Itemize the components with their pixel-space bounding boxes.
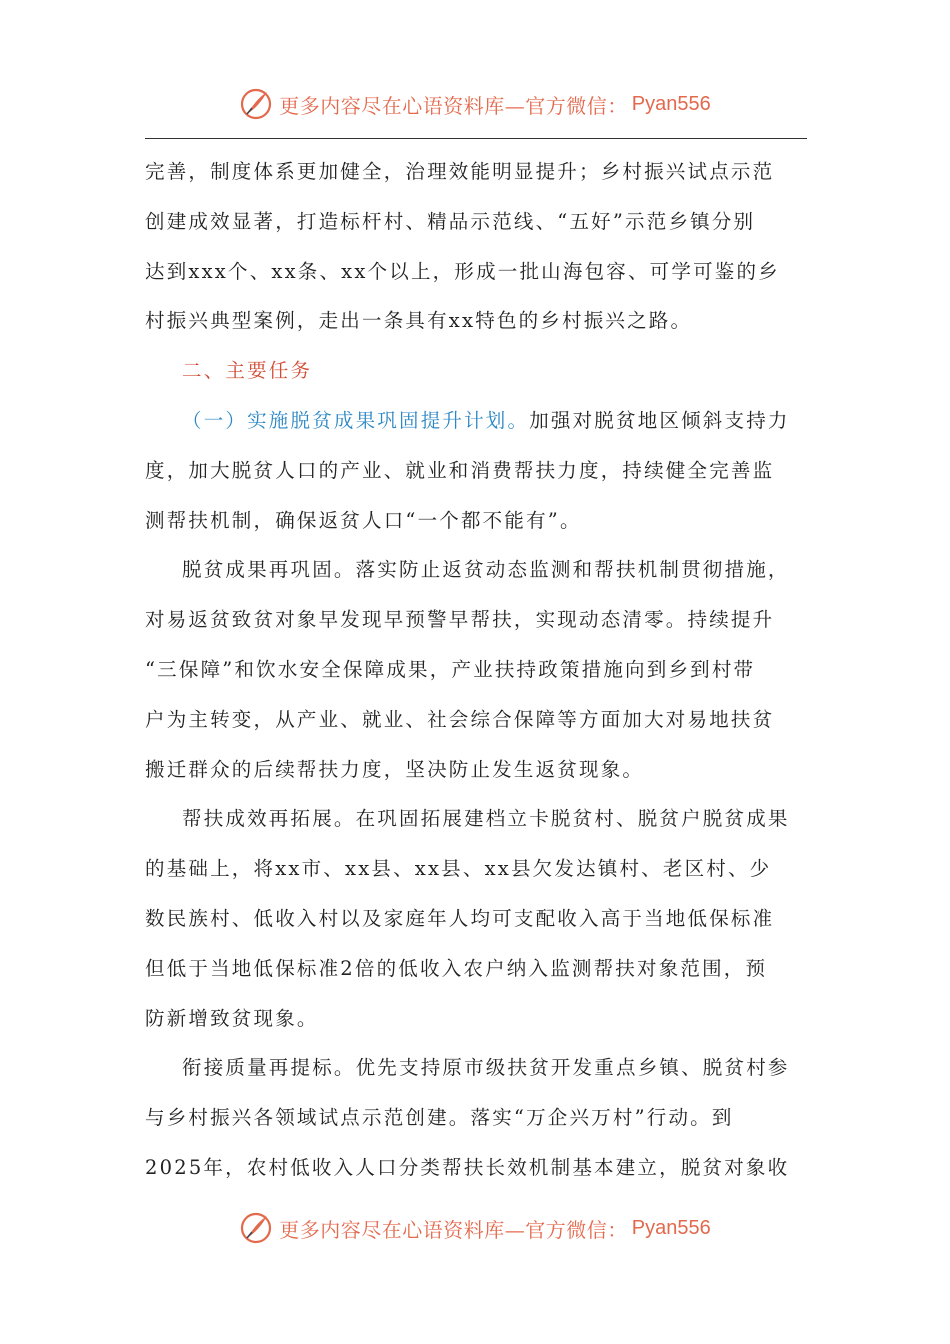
text-line: 数民族村、低收入村以及家庭年人均可支配收入高于当地低保标准 xyxy=(145,906,775,930)
subsection-heading: （一）实施脱贫成果巩固提升计划。 xyxy=(182,408,530,432)
text-line: 达到xxx个、xx条、xx个以上，形成一批山海包容、可学可鉴的乡 xyxy=(145,259,780,283)
section-heading: 二、主要任务 xyxy=(182,359,313,383)
footer-banner xyxy=(0,1208,950,1248)
footer-banner-wechat-id: Pyan556 xyxy=(631,1216,711,1239)
text-line: 的基础上，将xx市、xx县、xx县、xx县欠发达镇村、老区村、少 xyxy=(145,857,772,881)
text-line: 对易返贫致贫对象早发现早预警早帮扶，实现动态清零。持续提升 xyxy=(145,608,775,632)
header-banner xyxy=(0,84,950,124)
text-line: 与乡村振兴各领域试点示范创建。落实“万企兴万村”行动。到 xyxy=(145,1106,734,1130)
header-divider xyxy=(145,138,807,139)
text-line: 度，加大脱贫人口的产业、就业和消费帮扶力度，持续健全完善监 xyxy=(145,458,775,482)
quill-logo-icon xyxy=(239,1211,273,1245)
text-line: 创建成效显著，打造标杆村、精品示范线、“五好”示范乡镇分别 xyxy=(145,209,756,233)
text-line: 测帮扶机制，确保返贫人口“一个都不能有”。 xyxy=(145,508,582,532)
document-body xyxy=(145,147,807,1193)
text-line: 防新增致贫现象。 xyxy=(145,1006,319,1030)
header-banner-text: 更多内容尽在心语资料库—官方微信： xyxy=(279,93,628,118)
text-line xyxy=(145,396,807,446)
header-banner-wechat-id: Pyan556 xyxy=(631,92,711,115)
text-line: 户为主转变，从产业、就业、社会综合保障等方面加大对易地扶贫 xyxy=(145,707,775,731)
quill-logo-icon xyxy=(239,87,273,121)
footer-banner-text: 更多内容尽在心语资料库—官方微信： xyxy=(279,1217,628,1242)
text-line: 衔接质量再提标。优先支持原市级扶贫开发重点乡镇、脱贫村参 xyxy=(182,1056,790,1080)
text-line: 搬迁群众的后续帮扶力度，坚决防止发生返贫现象。 xyxy=(145,757,645,781)
text-line: 2025年，农村低收入人口分类帮扶长效机制基本建立，脱贫对象收 xyxy=(145,1155,790,1179)
text-line: 脱贫成果再巩固。落实防止返贫动态监测和帮扶机制贯彻措施， xyxy=(182,558,790,582)
text-line: 完善，制度体系更加健全，治理效能明显提升；乡村振兴试点示范 xyxy=(145,160,775,183)
text-line: 帮扶成效再拓展。在巩固拓展建档立卡脱贫村、脱贫户脱贫成果 xyxy=(182,807,790,831)
text-line: 但低于当地低保标准2倍的低收入农户纳入监测帮扶对象范围，预 xyxy=(145,956,768,980)
text-line: 村振兴典型案例，走出一条具有xx特色的乡村振兴之路。 xyxy=(145,309,693,333)
text-line: “三保障”和饮水安全保障成果，产业扶持政策措施向到乡到村带 xyxy=(145,657,756,681)
text-span: 加强对脱贫地区倾斜支持力 xyxy=(529,408,790,432)
